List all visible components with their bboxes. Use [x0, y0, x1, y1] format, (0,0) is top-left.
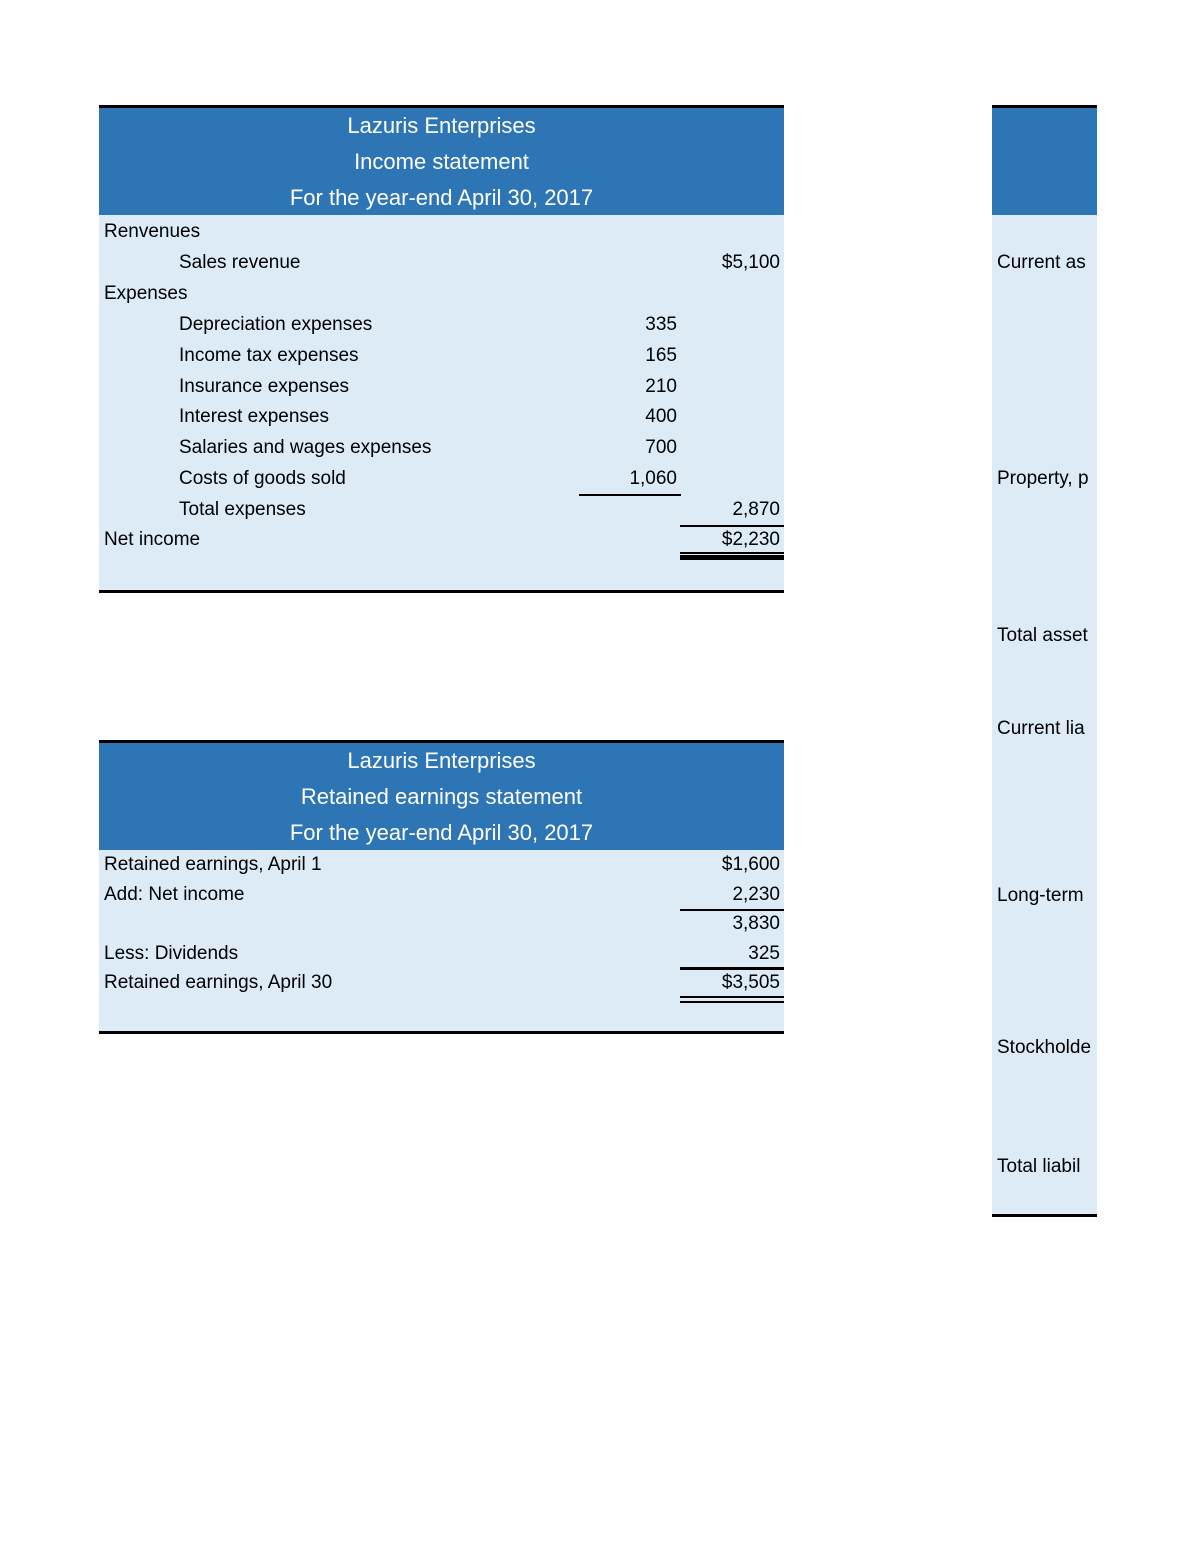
retained-earnings-statement — [99, 740, 784, 1034]
expense-label: Costs of goods sold — [179, 468, 346, 489]
ending-double-rule — [680, 996, 784, 1003]
add-net-income-label: Add: Net income — [104, 884, 245, 905]
expense-value: 335 — [645, 314, 677, 335]
expense-value: 700 — [645, 437, 677, 458]
net-income-label: Net income — [104, 529, 201, 550]
retained-earnings-header — [99, 743, 784, 850]
add-net-income-value: 2,230 — [732, 884, 780, 905]
beginning-balance-row — [99, 851, 784, 879]
revenues-row — [99, 218, 784, 246]
expense-label: Depreciation expenses — [179, 314, 373, 335]
expense-value: 210 — [645, 376, 677, 397]
expense-value: 165 — [645, 345, 677, 366]
expense-row — [99, 342, 784, 370]
total-expenses-row — [99, 496, 784, 524]
net-income-row — [99, 526, 784, 554]
expense-row — [99, 373, 784, 401]
company-name: Lazuris Enterprises — [347, 748, 536, 773]
company-name: Lazuris Enterprises — [347, 113, 536, 138]
current-liabilities-label: Current lia — [997, 718, 1085, 739]
dividends-label: Less: Dividends — [104, 943, 239, 964]
expense-value: 400 — [645, 406, 677, 427]
dividends-row — [99, 940, 784, 968]
expense-label: Insurance expenses — [179, 376, 350, 397]
revenues-label: Renvenues — [104, 221, 201, 242]
total-liabilities-label: Total liabil — [997, 1156, 1081, 1177]
add-net-income-row — [99, 881, 784, 909]
stockholders-label: Stockholde — [997, 1037, 1092, 1058]
statement-period: For the year-end April 30, 2017 — [289, 185, 594, 210]
balance-sheet-partial — [992, 105, 1097, 1217]
total-assets-label: Total asset — [997, 625, 1088, 646]
expenses-label: Expenses — [104, 283, 188, 304]
sales-revenue-row — [99, 249, 784, 277]
current-assets-label: Current as — [997, 252, 1086, 273]
property-label: Property, p — [997, 468, 1089, 489]
expense-label: Income tax expenses — [179, 345, 359, 366]
expense-row — [99, 465, 784, 493]
statement-title: Retained earnings statement — [300, 784, 583, 809]
expense-row — [99, 311, 784, 339]
dividends-value: 325 — [748, 943, 780, 964]
expense-label: Salaries and wages expenses — [179, 437, 432, 458]
expense-value: 1,060 — [629, 468, 677, 489]
expense-label: Interest expenses — [179, 406, 329, 427]
sales-revenue-label: Sales revenue — [179, 252, 301, 273]
ending-balance-label: Retained earnings, April 30 — [104, 972, 333, 993]
sales-revenue-value: $5,100 — [721, 252, 780, 273]
long-term-label: Long-term — [997, 885, 1084, 906]
expense-row — [99, 403, 784, 431]
net-income-top-rule — [680, 552, 784, 554]
ending-balance-row — [99, 969, 784, 997]
ending-balance-value: $3,505 — [721, 972, 780, 993]
statement-period: For the year-end April 30, 2017 — [289, 820, 594, 845]
subtotal-row — [99, 910, 784, 938]
net-income-double-rule — [680, 555, 784, 560]
net-income-value: $2,230 — [721, 529, 780, 550]
beginning-balance-value: $1,600 — [721, 854, 780, 875]
total-expenses-value: 2,870 — [732, 499, 780, 520]
subtotal-value: 3,830 — [732, 913, 780, 934]
beginning-balance-label: Retained earnings, April 1 — [104, 854, 322, 875]
total-expenses-label: Total expenses — [179, 499, 306, 520]
statement-title: Income statement — [354, 149, 529, 174]
expenses-row — [99, 280, 784, 308]
income-statement — [99, 105, 784, 593]
income-statement-header — [99, 108, 784, 215]
balance-sheet-header — [992, 108, 1097, 215]
expense-row — [99, 434, 784, 462]
